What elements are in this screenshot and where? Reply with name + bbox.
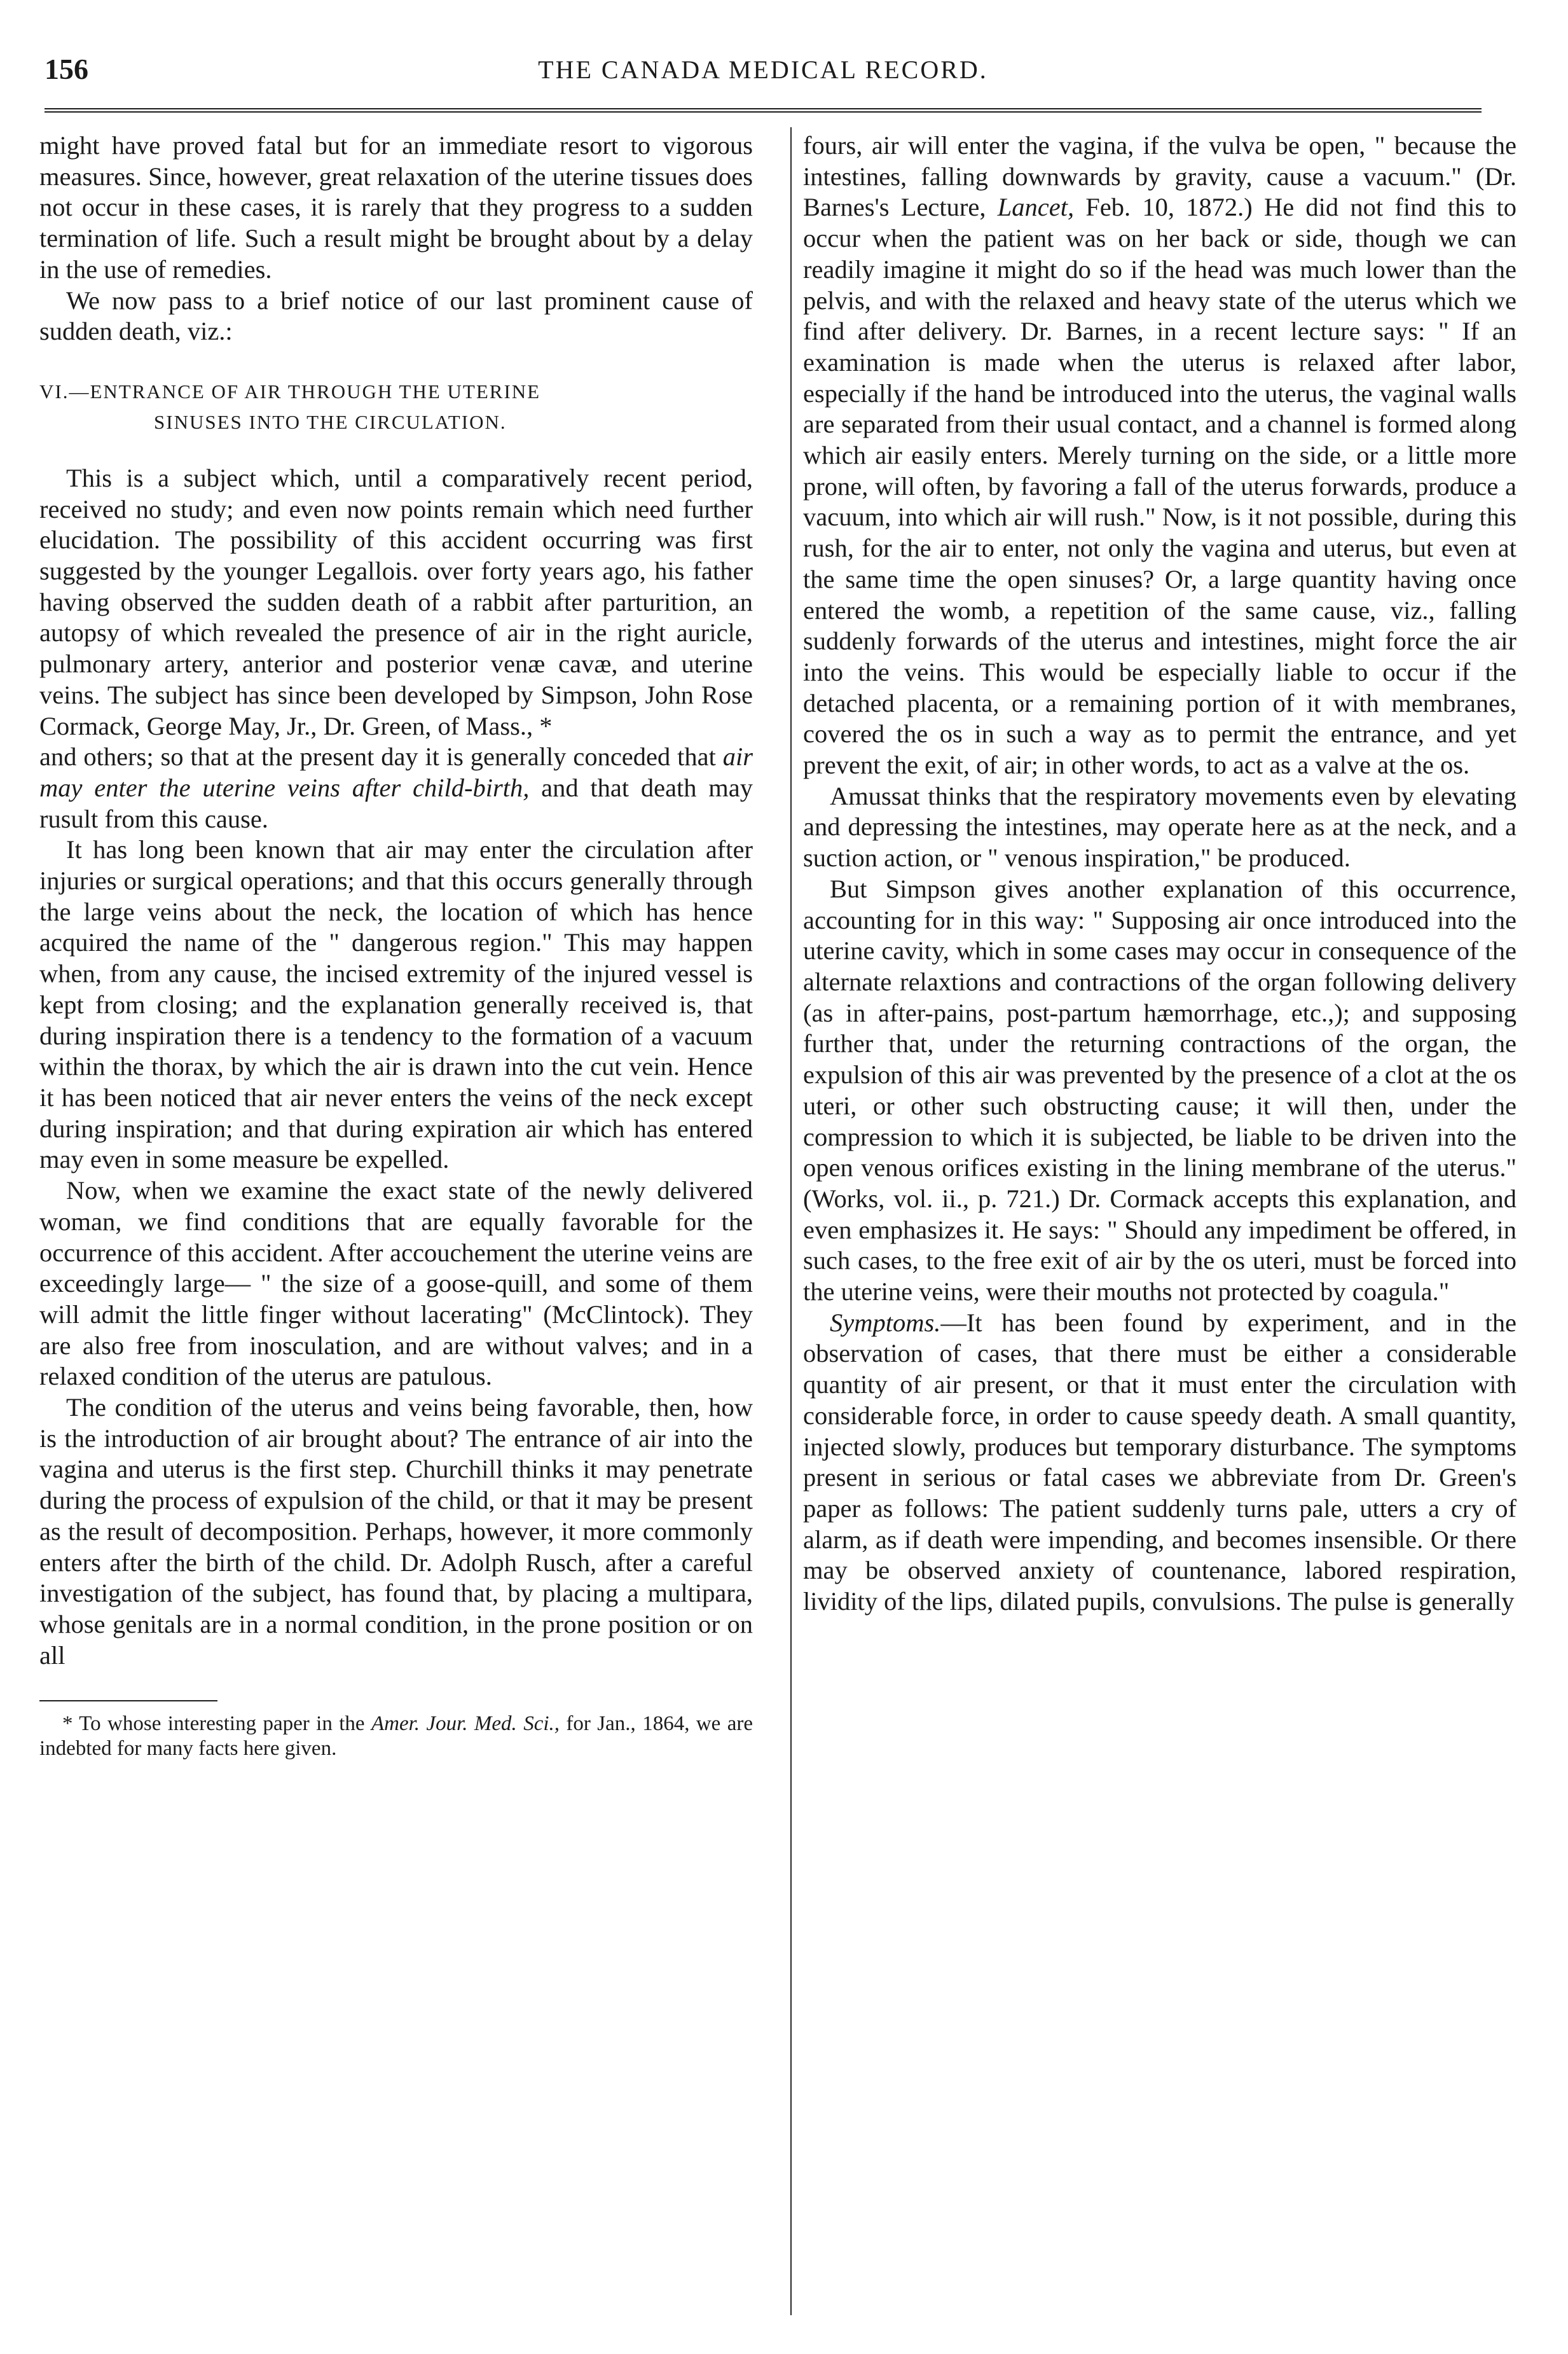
running-head [45,52,1482,103]
section-heading-line: SINUSES INTO THE CIRCULATION. [154,410,507,433]
paragraph [803,130,1516,781]
emphasis-text: Symptoms. [830,1308,941,1337]
right-column [803,130,1516,2318]
text-run: fours, air will enter the vagina, if the vulva be open, " because the intestines, falling downwards by gravity, cause a vacuum." (Dr. Barnes's Lecture, [803,131,1516,222]
paragraph: Amussat thinks that the respiratory movements even by elevating and depressing the intestines, may operate here as at the neck, and a suction action, or " venous inspiration," be produced. [803,781,1516,873]
text-run: * To whose interesting paper in the [62,1712,365,1736]
paragraph: might have proved fatal but for an immediate resort to vigorous measures. Since, however, great relaxation of the uterine tissues does not occur in these cases, it is rarely that they progress to a sudden termination of life. Such a result might be brought about by a delay in the use of remedies. [39,131,753,284]
text-run: for Jan., 1864, we are indebted for many facts here given. [39,1712,753,1761]
text-run: Feb. 10, 1872.) He did not find this to occur when the patient was on her back or side, though we can readily imagine it might do so if the head was much lower than the pelvis, and with the relaxed and heavy state of the uterus which we find after delivery. Dr. Barnes, in a recent lecture says: " If an examination is made when the uterus is relaxed after labor, especially if the hand be introduced into the uterus, the vaginal walls are separated from their usual contact, and a channel is formed along which air easily enters. Merely turning on the side, or a little more prone, will often, by favoring a fall of the uterus forwards, produce a vacuum, into which air will rush." Now, is it not possible, during this rush, for the air to enter, not only the vagina and uterus, but even at the same time the open sinuses? Or, a large quantity having once entered the womb, a repetition of the same cause, viz., falling suddenly forwards of the uterus and intestines, might force the air into the veins. This would be especially liable to occur if the detached placenta, or a remaining portion of it with membranes, covered the os in such a way as to permit the entrance, and yet prevent the exit, of air; in other words, to act as a valve at the os. [803,193,1516,780]
paragraph [803,1308,1516,1617]
footnote-rule [39,1700,217,1701]
header-rule [45,108,1482,113]
column-divider [790,127,792,2315]
journal-title: THE CANADA MEDICAL RECORD. [538,55,988,84]
left-column [39,130,753,2318]
paragraph: But Simpson gives another explanation of this occurrence, accounting for in this way: " Supposing air once introduced into the uterine cavity, which in some cases may occur in consequence of the alternate relaxtions and contractions of the organ following delivery (as in after-pains, post-partum hæmorrhage, etc.,); and supposing further that, under the returning contractions of the organ, the expulsion of this air was prevented by the presence of a clot at the os uteri, or other such obstructing cause; it will then, under the compression to which it is subjected, be liable to be driven into the open venous orifices existing in the lining membrane of the uterus." (Works, vol. ii., p. 721.) Dr. Cormack accepts this explanation, and even emphasizes it. He says: " Should any impediment be offered, in such cases, to the free exit of air by the os uteri, must be forced into the uterine veins, were their mouths not protected by coagula." [803,874,1516,1306]
text-run: —It has been found by experiment, and in the observation of cases, that there must be either a considerable quantity of air present, or that it must enter the circulation with considerable force, in order to cause speedy death. A small quantity, injected slowly, produces but temporary disturbance. The symptoms present in serious or fatal cases we abbreviate from Dr. Green's paper as follows: The patient suddenly turns pale, utters a cry of alarm, as if death were impending, and becomes insensible. Or there may be observed anxiety of countenance, labored respiration, lividity of the lips, dilated pupils, convulsions. The pulse is generally [803,1308,1516,1616]
paragraph: It has long been known that air may enter the circulation after injuries or surgical operations; and that this occurs generally through the large veins about the neck, the location of which has hence acquired the name of the " dangerous region." This may happen when, from any cause, the incised extremity of the injured vessel is kept from closing; and the explanation generally received is, that during inspiration there is a tendency to the formation of a vacuum within the thorax, by which the air is drawn into the cut vein. Hence it has been noticed that air never enters the veins of the neck except during inspiration; and that during expiration air which has entered may even in some measure be expelled. [39,835,753,1174]
section-heading-line: VI.—ENTRANCE OF AIR THROUGH THE UTERINE [39,380,541,403]
paragraph [39,742,753,834]
paragraph: This is a subject which, until a comparatively recent period, received no study; and even now points remain which need further elucidation. The possibility of this accident occurring was first suggested by the younger Legallois. over forty years ago, his father having observed the sudden death of a rabbit after parturition, an autopsy of which revealed the presence of air in the right auricle, pulmonary artery, anterior and posterior venæ cavæ, and uterine veins. The subject has since been developed by Simpson, John Rose Cormack, George May, Jr., Dr. Green, of Mass., * [39,463,753,740]
paragraph: We now pass to a brief notice of our last prominent cause of sudden death, viz.: [39,286,753,346]
emphasis-text: Amer. Jour. Med. Sci., [371,1712,560,1736]
text-run: and others; so that at the present day it is generally conceded that [39,742,716,772]
footnote [39,1712,753,1761]
paragraph: The condition of the uterus and veins being favorable, then, how is the introduction of air brought about? The entrance of air into the vagina and uterus is the first step. Churchill thinks it may penetrate during the process of expulsion of the child, or that it may be present as the result of decomposition. Perhaps, however, it more commonly enters after the birth of the child. Dr. Adolph Rusch, after a careful investigation of the subject, has found that, by placing a multipara, whose genitals are in a normal condition, in the prone position or on all [39,1393,753,1670]
page-number: 156 [45,53,88,85]
text-run: and that death may rusult from this cause. [39,773,753,833]
emphasis-text: Lancet, [997,193,1075,222]
section-heading [39,377,753,438]
paragraph: Now, when we examine the exact state of the newly delivered woman, we find conditions that are equally favorable for the occurrence of this accident. After accouchement the uterine veins are exceedingly large— " the size of a goose-quill, and some of them will admit the little finger without lacerating" (McClintock). They are also free from inosculation, and are without valves; and in a relaxed condition of the uterus are patulous. [39,1176,753,1391]
emphasis-text: air may enter the uterine veins after child-birth, [39,742,753,802]
